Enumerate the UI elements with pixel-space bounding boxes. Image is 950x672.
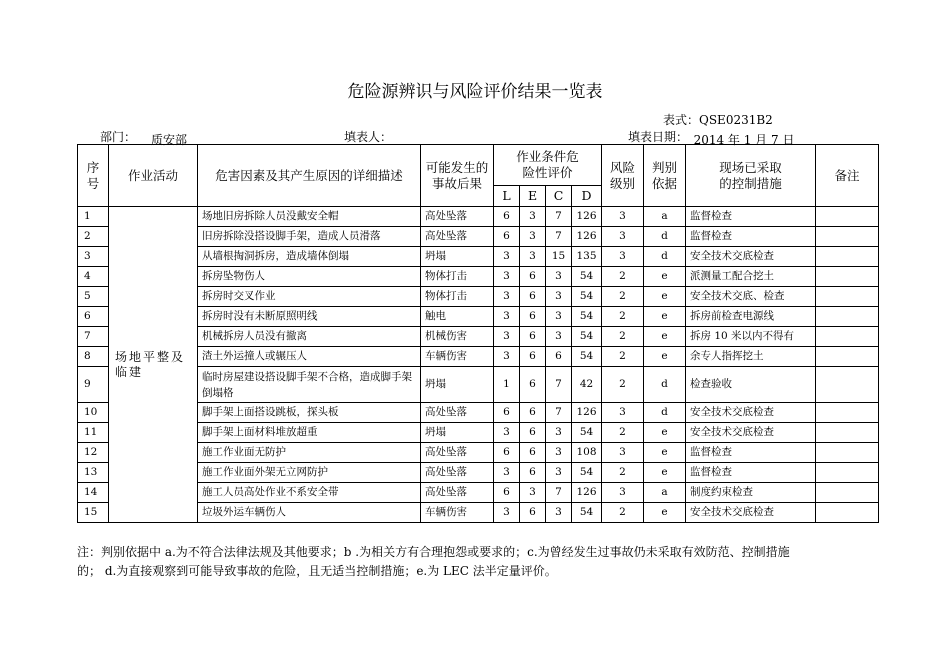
hazard-description: 渣土外运撞人或辗压人 [198, 347, 421, 367]
score-D: 54 [572, 267, 602, 287]
score-D: 54 [572, 307, 602, 327]
score-E: 3 [520, 227, 546, 247]
score-C: 6 [546, 347, 572, 367]
score-C: 3 [546, 327, 572, 347]
hazard-description: 垃圾外运车辆伤人 [198, 503, 421, 523]
remark [816, 227, 879, 247]
score-E: 6 [520, 287, 546, 307]
row-number: 15 [78, 503, 109, 523]
row-number: 10 [78, 403, 109, 423]
judgment-basis: e [644, 287, 686, 307]
score-D: 135 [572, 247, 602, 267]
risk-level: 2 [602, 307, 644, 327]
hazard-description: 施工作业面外架无立网防护 [198, 463, 421, 483]
consequence: 高处坠落 [421, 207, 494, 227]
table-row [78, 503, 879, 523]
table-row [78, 347, 879, 367]
notes-line-1: 注：判别依据中 a.为不符合法律法规及其他要求；b .为相关方有合理抱怨或要求的；c.为曾经发生过事故仍未采取有效防范、控制措施 [77, 545, 790, 559]
score-D: 126 [572, 227, 602, 247]
score-L: 3 [494, 267, 520, 287]
control-measure: 安全技术交底、检查 [686, 287, 816, 307]
score-E: 3 [520, 207, 546, 227]
score-L: 3 [494, 307, 520, 327]
risk-level: 2 [602, 423, 644, 443]
score-L: 6 [494, 227, 520, 247]
risk-level: 3 [602, 207, 644, 227]
header-seq: 序号 [78, 145, 109, 207]
table-row [78, 443, 879, 463]
row-number: 12 [78, 443, 109, 463]
score-D: 54 [572, 287, 602, 307]
notes-line-2: 的； d.为直接观察到可能导致事故的危险，且无适当控制措施；e.为 LEC 法半定量评价。 [77, 564, 557, 578]
table-row [78, 307, 879, 327]
score-D: 126 [572, 483, 602, 503]
risk-level: 2 [602, 463, 644, 483]
score-L: 3 [494, 347, 520, 367]
score-L: 6 [494, 443, 520, 463]
score-C: 3 [546, 463, 572, 483]
header-level: 风险级别 [602, 145, 644, 207]
hazard-description: 拆房时交叉作业 [198, 287, 421, 307]
filler-value [392, 131, 486, 145]
table-row [78, 403, 879, 423]
score-E: 6 [520, 403, 546, 423]
score-D: 126 [572, 207, 602, 227]
filler-field [344, 128, 486, 145]
score-D: 54 [572, 503, 602, 523]
score-L: 6 [494, 403, 520, 423]
remark [816, 367, 879, 403]
score-L: 1 [494, 367, 520, 403]
row-number: 7 [78, 327, 109, 347]
row-number: 4 [78, 267, 109, 287]
hazard-description: 场地旧房拆除人员没戴安全帽 [198, 207, 421, 227]
hazard-description: 脚手架上面搭设跳板，探头板 [198, 403, 421, 423]
hazard-description: 施工人员高处作业不系安全带 [198, 483, 421, 503]
hazard-description: 旧房拆除没搭设脚手架，造成人员滑落 [198, 227, 421, 247]
page-title: 危险源辨识与风险评价结果一览表 [347, 82, 603, 102]
control-measure: 安全技术交底检查 [686, 423, 816, 443]
score-D: 54 [572, 327, 602, 347]
score-C: 3 [546, 423, 572, 443]
control-measure: 派测量工配合挖土 [686, 267, 816, 287]
row-number: 14 [78, 483, 109, 503]
judgment-basis: e [644, 463, 686, 483]
judgment-basis: e [644, 327, 686, 347]
header-C: C [546, 186, 572, 207]
score-C: 7 [546, 367, 572, 403]
score-C: 15 [546, 247, 572, 267]
row-number: 8 [78, 347, 109, 367]
hazard-description: 拆房坠物伤人 [198, 267, 421, 287]
score-C: 7 [546, 483, 572, 503]
risk-level: 3 [602, 443, 644, 463]
header-basis: 判别依据 [644, 145, 686, 207]
remark [816, 483, 879, 503]
remark [816, 247, 879, 267]
score-C: 3 [546, 503, 572, 523]
score-C: 7 [546, 227, 572, 247]
judgment-basis: e [644, 503, 686, 523]
score-D: 42 [572, 367, 602, 403]
table-row [78, 207, 879, 227]
consequence: 车辆伤害 [421, 503, 494, 523]
header-D: D [572, 186, 602, 207]
judgment-basis: e [644, 443, 686, 463]
score-D: 126 [572, 403, 602, 423]
judgment-basis: d [644, 367, 686, 403]
control-measure: 拆房 10 米以内不得有 [686, 327, 816, 347]
activity-cell: 场地平整及临建 [109, 207, 198, 523]
score-D: 54 [572, 347, 602, 367]
header-activity: 作业活动 [109, 145, 198, 207]
judgment-basis: d [644, 227, 686, 247]
control-measure: 监督检查 [686, 463, 816, 483]
hazard-description: 脚手架上面材料堆放超重 [198, 423, 421, 443]
judgment-basis: e [644, 267, 686, 287]
score-E: 6 [520, 503, 546, 523]
risk-level: 2 [602, 287, 644, 307]
risk-level: 3 [602, 247, 644, 267]
score-C: 3 [546, 267, 572, 287]
score-E: 6 [520, 463, 546, 483]
score-D: 54 [572, 423, 602, 443]
remark [816, 307, 879, 327]
consequence: 高处坠落 [421, 483, 494, 503]
table-row [78, 247, 879, 267]
row-number: 9 [78, 367, 109, 403]
judgment-basis: e [644, 307, 686, 327]
hazard-description: 机械拆房人员没有撤离 [198, 327, 421, 347]
hazard-description: 从墙根掏洞拆房，造成墙体倒塌 [198, 247, 421, 267]
remark [816, 423, 879, 443]
score-E: 3 [520, 247, 546, 267]
score-L: 6 [494, 207, 520, 227]
hazard-description: 施工作业面无防护 [198, 443, 421, 463]
risk-level: 3 [602, 403, 644, 423]
date-field [628, 128, 800, 145]
row-number: 6 [78, 307, 109, 327]
header-consequence: 可能发生的事故后果 [421, 145, 494, 207]
score-E: 6 [520, 367, 546, 403]
date-value: 2014 年 1 月 7 日 [688, 131, 800, 145]
header-evaluation: 作业条件危险性评价 [494, 145, 602, 186]
table-row [78, 367, 879, 403]
table-row [78, 423, 879, 443]
remark [816, 347, 879, 367]
table-row [78, 463, 879, 483]
risk-level: 3 [602, 483, 644, 503]
risk-level: 2 [602, 327, 644, 347]
score-D: 108 [572, 443, 602, 463]
header-L: L [494, 186, 520, 207]
filler-label: 填表人： [344, 130, 393, 144]
score-L: 3 [494, 327, 520, 347]
table-row [78, 227, 879, 247]
control-measure: 安全技术交底检查 [686, 247, 816, 267]
consequence: 坍塌 [421, 367, 494, 403]
score-L: 3 [494, 463, 520, 483]
row-number: 3 [78, 247, 109, 267]
score-L: 3 [494, 423, 520, 443]
department-value: 质安部 [136, 131, 202, 145]
consequence: 坍塌 [421, 247, 494, 267]
remark [816, 287, 879, 307]
hazard-description: 临时房屋建设搭设脚手架不合格，造成脚手架倒塌格 [198, 367, 421, 403]
header-E: E [520, 186, 546, 207]
table-row [78, 267, 879, 287]
remark [816, 267, 879, 287]
score-L: 6 [494, 483, 520, 503]
control-measure: 监督检查 [686, 227, 816, 247]
row-number: 13 [78, 463, 109, 483]
score-C: 3 [546, 307, 572, 327]
date-label: 填表日期： [628, 130, 689, 144]
table-row [78, 287, 879, 307]
consequence: 触电 [421, 307, 494, 327]
control-measure: 拆房前检查电源线 [686, 307, 816, 327]
risk-level: 2 [602, 367, 644, 403]
score-E: 6 [520, 327, 546, 347]
score-E: 3 [520, 483, 546, 503]
consequence: 物体打击 [421, 267, 494, 287]
remark [816, 503, 879, 523]
department-field [100, 128, 202, 145]
judgment-basis: e [644, 347, 686, 367]
row-number: 5 [78, 287, 109, 307]
score-D: 54 [572, 463, 602, 483]
header-hazard: 危害因素及其产生原因的详细描述 [198, 145, 421, 207]
control-measure: 监督检查 [686, 443, 816, 463]
remark [816, 207, 879, 227]
consequence: 坍塌 [421, 423, 494, 443]
risk-table [77, 144, 879, 523]
table-row [78, 483, 879, 503]
consequence: 物体打击 [421, 287, 494, 307]
consequence: 机械伤害 [421, 327, 494, 347]
risk-level: 2 [602, 267, 644, 287]
control-measure: 制度约束检查 [686, 483, 816, 503]
consequence: 高处坠落 [421, 227, 494, 247]
judgment-basis: e [644, 423, 686, 443]
judgment-basis: a [644, 483, 686, 503]
score-L: 3 [494, 503, 520, 523]
risk-level: 3 [602, 227, 644, 247]
table-row [78, 327, 879, 347]
risk-level: 2 [602, 347, 644, 367]
consequence: 高处坠落 [421, 463, 494, 483]
consequence: 车辆伤害 [421, 347, 494, 367]
control-measure: 余专人指挥挖土 [686, 347, 816, 367]
header-remark: 备注 [816, 145, 879, 207]
header-control: 现场已采取的控制措施 [686, 145, 816, 207]
score-E: 6 [520, 267, 546, 287]
judgment-basis: d [644, 247, 686, 267]
control-measure: 检查验收 [686, 367, 816, 403]
consequence: 高处坠落 [421, 403, 494, 423]
score-C: 7 [546, 207, 572, 227]
hazard-description: 拆房时没有未断原照明线 [198, 307, 421, 327]
row-number: 11 [78, 423, 109, 443]
judgment-basis: d [644, 403, 686, 423]
control-measure: 安全技术交底检查 [686, 403, 816, 423]
score-C: 3 [546, 443, 572, 463]
score-E: 6 [520, 443, 546, 463]
score-L: 3 [494, 247, 520, 267]
score-C: 7 [546, 403, 572, 423]
judgment-basis: a [644, 207, 686, 227]
score-L: 3 [494, 287, 520, 307]
remark [816, 327, 879, 347]
score-E: 6 [520, 307, 546, 327]
score-E: 6 [520, 347, 546, 367]
notes [77, 543, 882, 581]
remark [816, 443, 879, 463]
row-number: 1 [78, 207, 109, 227]
department-label: 部门： [100, 130, 137, 144]
control-measure: 安全技术交底检查 [686, 503, 816, 523]
remark [816, 403, 879, 423]
score-E: 6 [520, 423, 546, 443]
row-number: 2 [78, 227, 109, 247]
score-C: 3 [546, 287, 572, 307]
consequence: 高处坠落 [421, 443, 494, 463]
risk-level: 2 [602, 503, 644, 523]
remark [816, 463, 879, 483]
form-code: 表式：QSE0231B2 [663, 113, 773, 127]
control-measure: 监督检查 [686, 207, 816, 227]
